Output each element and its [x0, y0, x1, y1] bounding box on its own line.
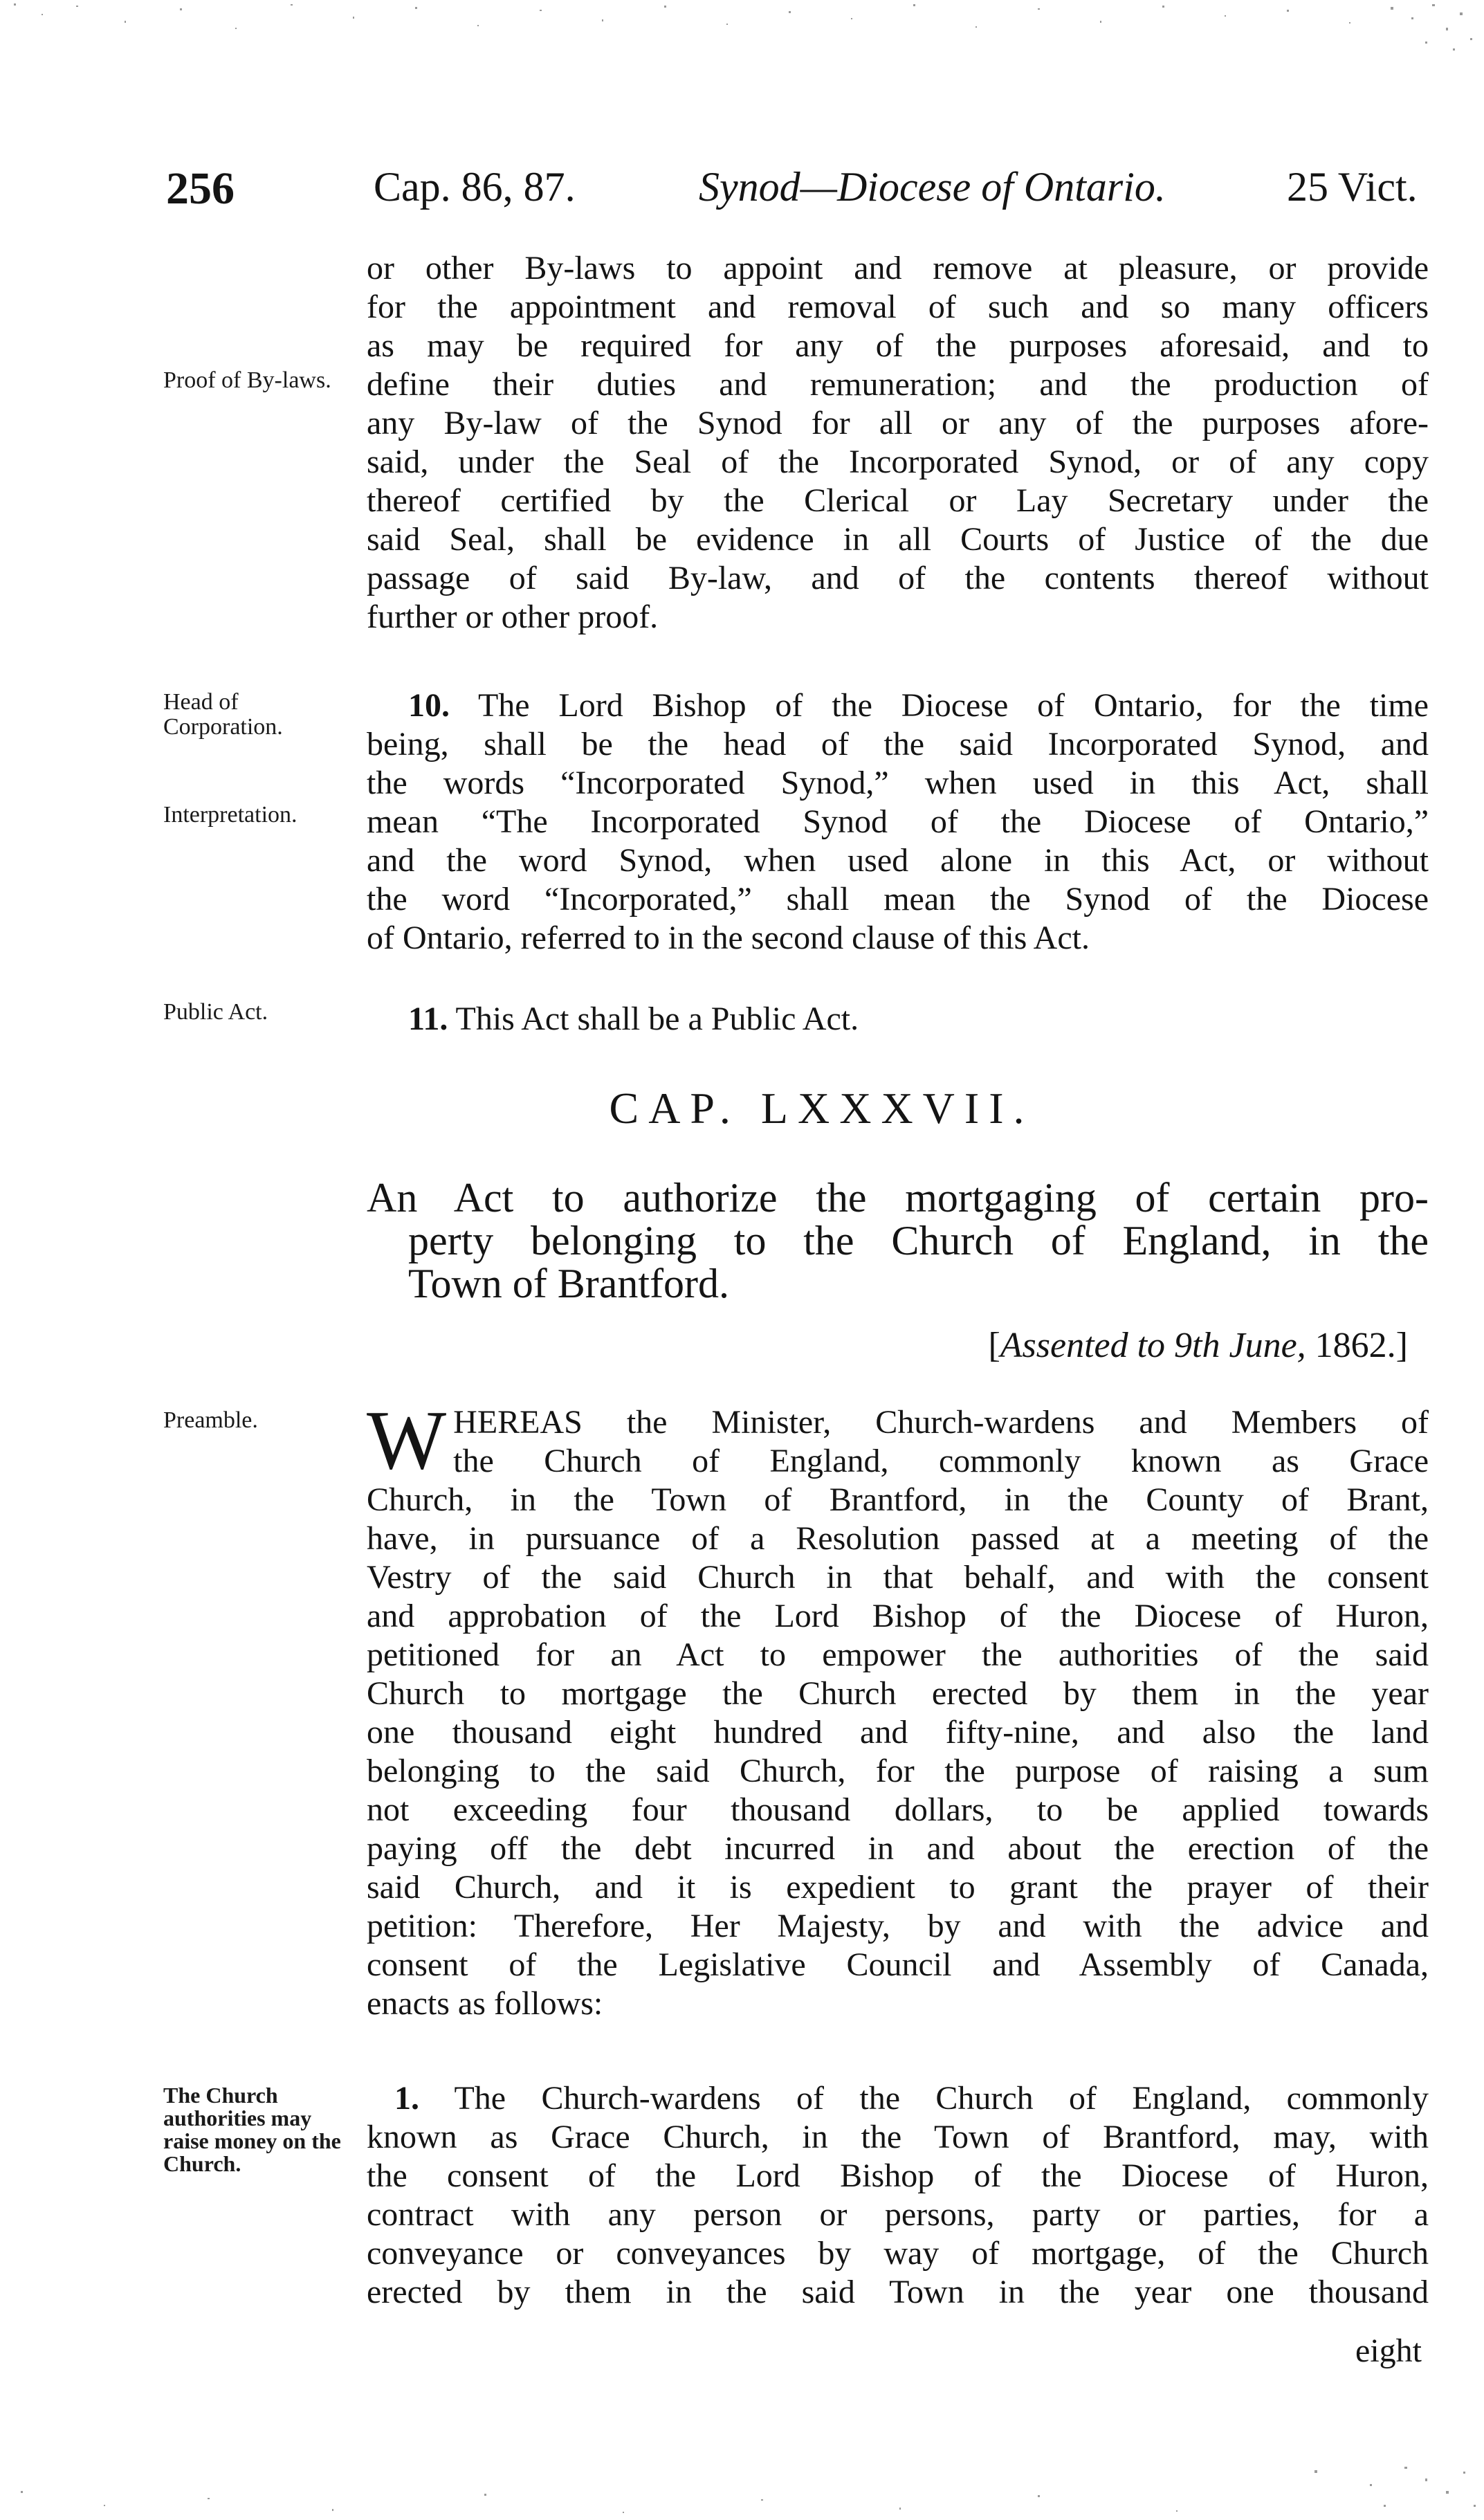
- section-number: 11.: [408, 1001, 448, 1037]
- text-line: belonging to the said Church, for the purpose of raising a sum: [367, 1753, 1429, 1789]
- text-line: known as Grace Church, in the Town of Brantford, may, with: [367, 2119, 1429, 2155]
- text-line: said Church, and it is expedient to grant the prayer of their: [367, 1869, 1429, 1906]
- text-line: or other By-laws to appoint and remove at pleasure, or provide: [367, 250, 1429, 286]
- chapter-reference: Cap. 86, 87.: [374, 164, 576, 210]
- text-line: Church, in the Town of Brantford, in the County of Brant,: [367, 1481, 1429, 1518]
- margin-note-church-may-raise-money: The Church authorities may raise money on the Church.: [163, 2083, 341, 2176]
- text-line: enacts as follows:: [367, 1985, 603, 2022]
- text-line: Vestry of the said Church in that behalf, and with the consent: [367, 1559, 1429, 1596]
- text-line: Church to mortgage the Church erected by them in the year: [367, 1675, 1429, 1712]
- act-title: [367, 1176, 1429, 1305]
- text-line: petition: Therefore, Her Majesty, by and with the advice and: [367, 1908, 1429, 1944]
- text-line: 10. The Lord Bishop of the Diocese of Ontario, for the time: [408, 687, 1429, 724]
- section-number: 1.: [394, 2080, 419, 2117]
- margin-note-head-of-corporation: Head of Corporation.: [163, 689, 283, 740]
- text-line: 11. This Act shall be a Public Act.: [408, 1001, 859, 1037]
- text-line: 1. The Church-wardens of the Church of England, commonly: [394, 2080, 1429, 2117]
- text-line: of Ontario, referred to in the second clause of this Act.: [367, 920, 1090, 956]
- drop-cap: W: [367, 1394, 447, 1487]
- margin-note-preamble: Preamble.: [163, 1407, 258, 1433]
- section-10: [367, 686, 1429, 958]
- margin-note-interpretation: Interpretation.: [163, 802, 297, 828]
- text-line: the words “Incorporated Synod,” when used in this Act, shall: [367, 765, 1429, 801]
- text-line: thereof certified by the Clerical or Lay Secretary under the: [367, 482, 1429, 519]
- section-11: [367, 1000, 1429, 1039]
- title-line: perty belonging to the Church of England, in the: [408, 1218, 1429, 1263]
- chapter-heading: CAP. LXXXVII.: [609, 1084, 1034, 1133]
- text-line: consent of the Legislative Council and Assembly of Canada,: [367, 1946, 1429, 1983]
- text-line: paying off the debt incurred in and about the erection of the: [367, 1830, 1429, 1867]
- running-title: Synod—Diocese of Ontario.: [699, 164, 1166, 210]
- text-line: the consent of the Lord Bishop of the Diocese of Huron,: [367, 2157, 1429, 2194]
- text-line: the Church of England, commonly known as Grace: [453, 1443, 1429, 1479]
- text-line: HEREAS the Minister, Church-wardens and Members of: [453, 1404, 1429, 1441]
- scan-noise-bottom: [0, 2463, 1484, 2520]
- text-line: and approbation of the Lord Bishop of the Diocese of Huron,: [367, 1598, 1429, 1634]
- assent-date: [Assented to 9th June, 1862.]: [988, 1326, 1408, 1365]
- margin-note-proof-of-bylaws: Proof of By-laws.: [163, 367, 331, 393]
- margin-note-public-act: Public Act.: [163, 999, 268, 1025]
- text-line: for the appointment and removal of such and so many officers: [367, 289, 1429, 325]
- text-line: said Seal, shall be evidence in all Courts of Justice of the due: [367, 521, 1429, 558]
- regnal-year: 25 Vict.: [1287, 164, 1418, 210]
- text-line: petitioned for an Act to empower the authorities of the said: [367, 1636, 1429, 1673]
- title-line: An Act to authorize the mortgaging of certain pro-: [367, 1175, 1429, 1221]
- continuation-paragraph: [367, 249, 1429, 637]
- text-line: said, under the Seal of the Incorporated Synod, or of any copy: [367, 444, 1429, 480]
- text-line: passage of said By-law, and of the contents thereof without: [367, 560, 1429, 596]
- text-line: have, in pursuance of a Resolution passed at a meeting of the: [367, 1520, 1429, 1557]
- catchword: eight: [1355, 2332, 1422, 2369]
- text-line: further or other proof.: [367, 599, 659, 635]
- section-1: [367, 2079, 1429, 2312]
- title-line: Town of Brantford.: [408, 1261, 730, 1306]
- text-line: conveyance or conveyances by way of mortgage, of the Church: [367, 2235, 1429, 2272]
- scan-noise-top: [0, 0, 1484, 62]
- text-line: and the word Synod, when used alone in this Act, or without: [367, 842, 1429, 879]
- text-line: as may be required for any of the purposes aforesaid, and to: [367, 327, 1429, 364]
- page-number: 256: [166, 163, 235, 214]
- section-number: 10.: [408, 687, 450, 724]
- text-line: any By-law of the Synod for all or any of the purposes afore-: [367, 405, 1429, 441]
- text-line: mean “The Incorporated Synod of the Diocese of Ontario,”: [367, 803, 1429, 840]
- text-line: contract with any person or persons, party or parties, for a: [367, 2196, 1429, 2233]
- text-line: one thousand eight hundred and fifty-nine, and also the land: [367, 1714, 1429, 1751]
- text-line: erected by them in the said Town in the year one thousand: [367, 2274, 1429, 2310]
- text-line: define their duties and remuneration; and the production of: [367, 366, 1429, 403]
- text-line: being, shall be the head of the said Incorporated Synod, and: [367, 726, 1429, 763]
- text-line: the word “Incorporated,” shall mean the Synod of the Diocese: [367, 881, 1429, 917]
- preamble-paragraph: [367, 1394, 1429, 2023]
- text-line: not exceeding four thousand dollars, to be applied towards: [367, 1791, 1429, 1828]
